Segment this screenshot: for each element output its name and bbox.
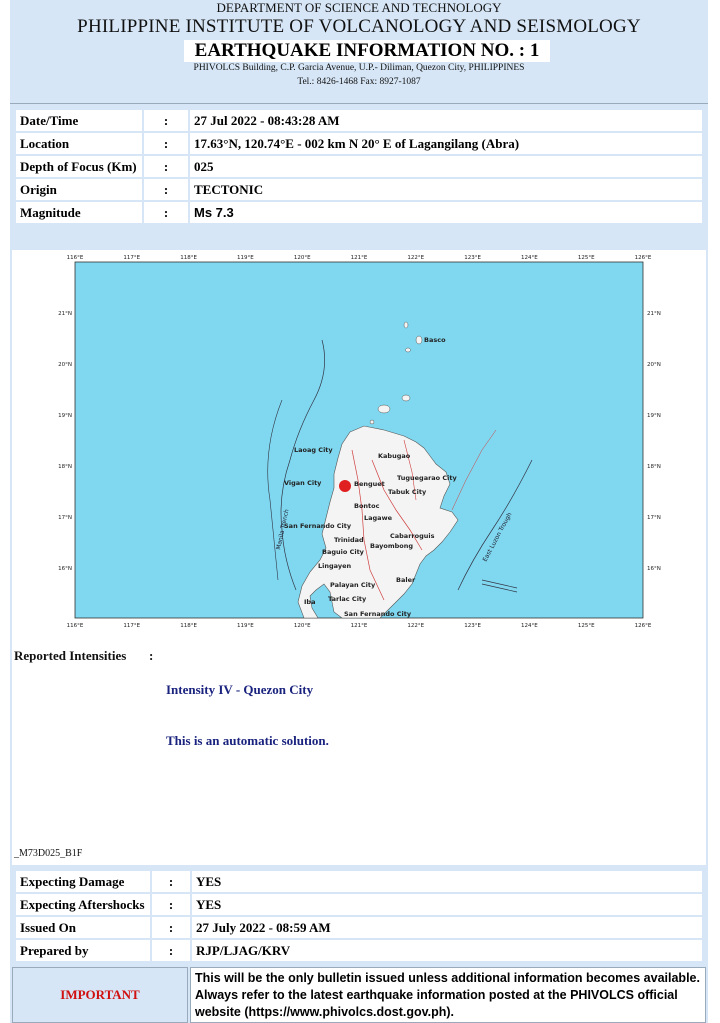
event-details-table: [14, 108, 704, 225]
colon: :: [149, 648, 154, 663]
place-label: Baguio City: [322, 548, 364, 556]
colon: :: [143, 109, 189, 132]
tick-label: 123°E: [464, 623, 481, 629]
datetime-label: Date/Time: [15, 109, 143, 132]
location-value: 17.63°N, 120.74°E - 002 km N 20° E of Lagangilang (Abra): [189, 132, 703, 155]
aftershocks-label: Expecting Aftershocks: [15, 893, 151, 916]
place-label: San Fernando City: [344, 610, 412, 618]
tick-label: 20°N: [58, 362, 72, 368]
row-location: [15, 132, 703, 155]
department-name: DEPARTMENT OF SCIENCE AND TECHNOLOGY: [216, 0, 502, 15]
place-label: Tarlac City: [328, 595, 367, 603]
tick-label: 122°E: [407, 255, 425, 261]
reported-intensities-label: Reported Intensities: [14, 648, 127, 663]
tick-label: 17°N: [58, 515, 72, 521]
tick-label: 17°N: [647, 515, 661, 521]
followup-table: [14, 869, 704, 963]
tick-label: 118°E: [180, 623, 197, 629]
tick-label: 116°E: [66, 255, 84, 261]
latitude-ticks-left: [58, 311, 72, 572]
damage-value: YES: [191, 870, 703, 893]
place-label: Lingayen: [318, 562, 352, 570]
important-label: IMPORTANT: [12, 967, 188, 1023]
longitude-ticks-top: [67, 255, 652, 261]
tick-label: 20°N: [647, 362, 661, 368]
row-aftershocks: [15, 893, 703, 916]
row-damage: [15, 870, 703, 893]
tick-label: 118°E: [180, 255, 197, 261]
map-and-intensities-panel: [12, 250, 706, 865]
tick-label: 16°N: [58, 566, 72, 572]
tick-label: 126°E: [634, 623, 652, 629]
institute-telfax: Tel.: 8426-1468 Fax: 8927-1087: [297, 77, 421, 87]
place-label: San Fernando City: [284, 522, 352, 530]
depth-value: 025: [189, 155, 703, 178]
island: [370, 420, 374, 424]
row-datetime: [15, 109, 703, 132]
important-text: This will be the only bulletin issued unless additional information becomes available. Always refer to the latest earthquake information posted at the PHIVOLCS official website (https://www.phivolcs.dost.gov.ph).: [190, 967, 706, 1023]
row-magnitude: [15, 201, 703, 224]
important-notice: [12, 967, 706, 1023]
institute-address: PHIVOLCS Building, C.P. Garcia Avenue, U.P.- Diliman, Quezon City, PHILIPPINES: [193, 63, 525, 73]
island: [406, 348, 411, 352]
damage-label: Expecting Damage: [15, 870, 151, 893]
manila-trench-label: Manila Trench: [275, 508, 291, 551]
place-label: Laoag City: [294, 446, 333, 454]
depth-label: Depth of Focus (Km): [15, 155, 143, 178]
place-label: Vigan City: [284, 479, 322, 487]
place-label: Basco: [424, 336, 446, 344]
row-origin: [15, 178, 703, 201]
place-label: Cabarroguis: [390, 532, 435, 540]
place-label: Bayombong: [370, 542, 414, 550]
epicenter-marker: [339, 480, 351, 492]
tick-label: 18°N: [647, 464, 661, 470]
tick-label: 120°E: [293, 255, 311, 261]
place-label: Iba: [304, 598, 316, 606]
tick-label: 21°N: [58, 311, 72, 317]
place-label: Bontoc: [354, 502, 380, 510]
epicenter-map: [12, 250, 706, 635]
tick-label: 125°E: [577, 623, 595, 629]
colon: :: [151, 893, 191, 916]
place-label: Baler: [396, 576, 416, 584]
automatic-solution-note: This is an automatic solution.: [166, 733, 329, 748]
latitude-ticks-right: [647, 311, 661, 572]
origin-value: TECTONIC: [189, 178, 703, 201]
tick-label: 18°N: [58, 464, 72, 470]
tick-label: 124°E: [521, 255, 538, 261]
tick-label: 123°E: [464, 255, 481, 261]
bulletin-header: [10, 0, 708, 104]
tick-label: 119°E: [237, 623, 254, 629]
tick-label: 117°E: [123, 255, 141, 261]
colon: :: [143, 178, 189, 201]
tick-label: 121°E: [350, 623, 368, 629]
tick-label: 126°E: [634, 255, 652, 261]
tick-label: 119°E: [237, 255, 254, 261]
place-label: Kabugao: [378, 452, 411, 460]
colon: :: [151, 939, 191, 962]
issued-value: 27 July 2022 - 08:59 AM: [191, 916, 703, 939]
magnitude-label: Magnitude: [15, 201, 143, 224]
intensity-report: Intensity IV - Quezon City: [166, 682, 314, 697]
bulletin-code: _M73D025_B1F: [14, 848, 83, 859]
tick-label: 122°E: [407, 623, 425, 629]
colon: :: [143, 155, 189, 178]
magnitude-value: Ms 7.3: [189, 201, 703, 224]
place-label: Benguet: [354, 480, 385, 488]
row-depth: [15, 155, 703, 178]
place-label: Tabuk City: [388, 488, 427, 496]
issued-label: Issued On: [15, 916, 151, 939]
place-label: Palayan City: [330, 581, 376, 589]
tick-label: 124°E: [521, 623, 538, 629]
tick-label: 19°N: [58, 413, 72, 419]
institute-name: PHILIPPINE INSTITUTE OF VOLCANOLOGY AND SEISMOLOGY: [77, 16, 641, 37]
row-prepared: [15, 939, 703, 962]
place-label: Trinidad: [334, 536, 364, 544]
tick-label: 19°N: [647, 413, 661, 419]
location-label: Location: [15, 132, 143, 155]
tick-label: 117°E: [123, 623, 141, 629]
tick-label: 116°E: [66, 623, 84, 629]
tick-label: 120°E: [293, 623, 311, 629]
island: [404, 322, 408, 328]
place-label: Tuguegarao City: [397, 474, 457, 482]
island: [378, 405, 390, 413]
island: [416, 336, 422, 344]
colon: :: [143, 201, 189, 224]
origin-label: Origin: [15, 178, 143, 201]
island: [402, 395, 410, 401]
colon: :: [143, 132, 189, 155]
bulletin-title: EARTHQUAKE INFORMATION NO. : 1: [184, 40, 550, 62]
datetime-value: 27 Jul 2022 - 08:43:28 AM: [189, 109, 703, 132]
colon: :: [151, 916, 191, 939]
tick-label: 125°E: [577, 255, 595, 261]
aftershocks-value: YES: [191, 893, 703, 916]
tick-label: 16°N: [647, 566, 661, 572]
row-issued: [15, 916, 703, 939]
tick-label: 121°E: [350, 255, 368, 261]
place-label: Lagawe: [364, 514, 392, 522]
prepared-label: Prepared by: [15, 939, 151, 962]
longitude-ticks-bottom: [67, 623, 652, 629]
east-luzon-trough-label: East Luzon Trough: [481, 511, 514, 563]
colon: :: [151, 870, 191, 893]
prepared-value: RJP/LJAG/KRV: [191, 939, 703, 962]
tick-label: 21°N: [647, 311, 661, 317]
